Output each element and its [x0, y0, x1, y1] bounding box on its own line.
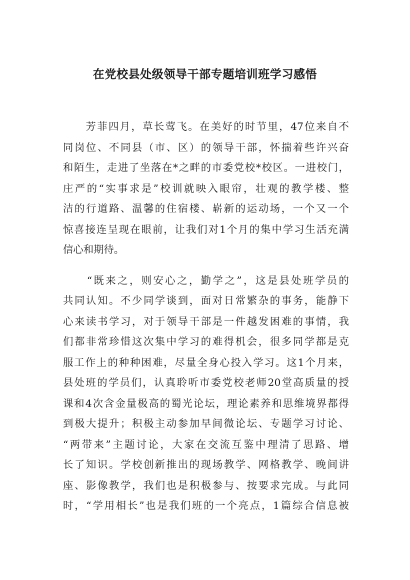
- text-line: 心来读书学习，对于领导干部是一件越发困难的事情，我: [63, 316, 349, 328]
- text-line: “既来之，则安心之，勤学之”，这是县处班学员的: [63, 275, 349, 287]
- text-line: 芳菲四月，草长莺飞。在美好的时节里，47位来自不: [63, 122, 349, 133]
- text-line: 和陌生，走进了坐落在*之畔的市委党校*校区。一进校门，: [63, 163, 349, 174]
- text-line: 服工作上的种种困难，尽量全身心投入学习。这1个月来，: [63, 357, 349, 369]
- text-line: 们都非常珍惜这次集中学习的难得机会，很多同学都是克: [63, 337, 349, 348]
- text-line: 时，“学用相长”也是我们班的一个亮点，1篇综合信息被: [63, 501, 349, 512]
- text-line: 惊喜接连呈现在眼前，让我们对1个月的集中学习生活充满: [63, 224, 349, 236]
- text-line: 庄严的“实事求是”校训就映入眼帘，壮观的教学楼、整: [63, 183, 349, 195]
- text-line: 到极大提升；积极主动参加早间微论坛、专题学习讨论、: [63, 419, 349, 430]
- paragraph-2: [63, 272, 349, 518]
- text-line: 共同认知。不少同学谈到，面对日常繁杂的事务，能静下: [63, 296, 349, 307]
- text-line: 县处班的学员们，认真聆听市委党校老师20堂高质量的授: [63, 378, 349, 389]
- text-line: 长了知识。学校创新推出的现场教学、网格教学、晚间讲: [63, 460, 349, 471]
- text-line: 座、影像教学，我们也是积极参与、按要求完成。与此同: [63, 480, 349, 492]
- document-body: [63, 118, 349, 518]
- text-line: 同岗位、不同县（市、区）的领导干部，怀揣着些许兴奋: [63, 142, 349, 154]
- paragraph-1: [63, 118, 349, 262]
- paragraph-gap: [63, 262, 349, 272]
- text-line: 洁的行道路、温馨的住宿楼、崭新的运动场，一个又一个: [63, 204, 349, 215]
- text-line: “两带来”主题讨论，大家在交流互鉴中理清了思路、增: [63, 439, 349, 451]
- text-line: 课和4次含金量极高的蜀光论坛，理论素养和思维境界都得: [63, 398, 349, 410]
- text-line: 信心和期待。: [63, 245, 125, 256]
- document-title: 在党校县处级领导干部专题培训班学习感悟: [92, 67, 318, 81]
